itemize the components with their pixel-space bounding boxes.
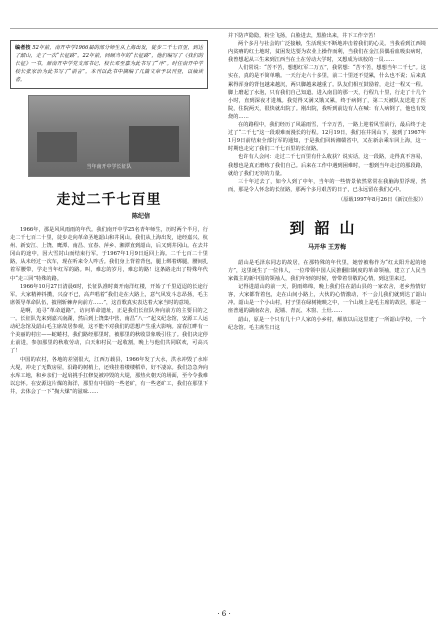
article1-paragraph: 中国的农村，各地的差别很大，江西万载县，1966年发了大水，洪水冲毁了水库大堤，冲走了无数房屋，沿路的树梢上，还残挂着缕缕稻草，好不凄凉。我们急急奔向水库工地，和乡亲们一起肩挑手扛修复被冲毁的大堤，那热火朝天的场面，至今令我难以忘怀。在安源这片煤的海洋，那里有中国的一些老矿，有一些老矿工，我们在那里下井，去体会了一下“掏大煤”的滋味…… (10, 356, 208, 395)
right-column (228, 32, 426, 332)
editor-note (15, 44, 203, 84)
page-number: · 6 · (217, 610, 231, 618)
article1-paragraph: 1966年，那是风风雨雨的年代。我们南开中学25名青年师生，历时两个半月，行走二千七百二十里，徒步走向革命圣地韶山和井冈山。我们从上海出发，途经嘉兴、杭州、新安江、上饶、鹰潭、南昌、宜春、萍乡、湘潭直到韶山，后又到井冈山。在去井冈山的途中，因大雪封山而结束行军。于1967年1月9日返回上海。二千七百二十里路，从未经过一次车，现在听来令人咋舌。我们身上背着背包，腿上绑着绑腿，腰间扎着军腰带，学走当年红军的路。叫，难忘的岁月，难忘的路！这条路走出了特殊年代中“走三回”特殊的路。 (10, 227, 208, 282)
editor-note-box (10, 40, 208, 89)
continued-paragraph: 人们常说：“苦不苦，想想红军二万五”，我常想：“苦不苦，想想当年二千七”。这实在，真的是不简单哦。一天行走六十多里，前二十里还不觉累，什么也不说；后来真累得浑身的背包越来越沉，两只脚越来越重了。队友们相互鼓励着，走过一程又一程。脚上磨起了水泡，只有我们自己知道。进入南昌的那一天，行程九十里，行走了十几个小时，直到深夜才进城。我觉得又满又饿又累，终于病倒了，第二天被队友送进了医院，住院两天，很快就出院了。刚出院，我听到前边有人在喊：有人病倒了，他也有发烧的…… (228, 65, 426, 120)
article2-title: 到韶山 (289, 218, 365, 237)
photo-building-right (129, 126, 179, 162)
article1-continued (228, 32, 426, 194)
source-signature: （原载1997年8月26日《新汉仕报》） (338, 196, 426, 203)
article2-paragraph: 记得进韶山的前一天，阴雨绵绵，晚上我们住在韶山县的一家农舍，老乡热情好客，大家都背着包，走在山间小路上，大伙的心情激动，不一会儿我们就到达了韶山冲。韶山是一个小山村，村子里在绿树掩映之中，一个山坡上是毛主席的故居，那是一座普通的湖南农舍，泥墙、青瓦、木窗、土灶…… (228, 284, 426, 315)
header-rule (10, 28, 438, 29)
article2-body (228, 259, 426, 332)
continued-paragraph: 也许有人会问：走过二千七百里有什么收获？说实话，这一段路，走得真不容易，我想也是真正磨练了我们自己。后来在工作中遇到困难时，一想到当年走过的那段路，就给了我们无穷的力量。 (228, 154, 426, 177)
continued-paragraph: 两个多月与社会的广泛接触，生活现实不断地冲击着我们的心灵。当我看到江西境内贫瘠的红土地时，贫困发达要为农业上操作而利，当我们在金江县偶看血吸虫病时，我曾想起从三生来到江西当在土在劳动大学时，又想成为该校的一员…… (228, 41, 426, 64)
photo-caption: 当年南开中学长征队 (86, 164, 132, 170)
photo-building-left (37, 132, 77, 162)
article1-paragraph: 1966年10月27日清晨6时，长征队准时离开南洋红楼，开始了千里迢迢的长途行军。大家精神抖擞，兴奋不已，高声唱着“我们走在大路上，意气风发斗志昂扬，毛主席领导革命队伍，披荆斩棘奔向前方……”，这首歌真实表达着大家当时的意境。 (10, 283, 208, 306)
article2-paragraph: 韶山，原是一个只有几十户人家的小乡村，解放以后这里建了一所韶山学校，一个纪念馆。毛主席生日这 (228, 316, 426, 331)
left-column (10, 32, 208, 396)
continued-paragraph: 在的路程中，我们经历了风霜雨雪，千辛万苦，一路上迎着风雪前行，最后终于走过了“二千七”这一段艰难而漫长的行程。12月19日，我们在井冈山下，接到了1967年1月9日前结束全部行军的通知，于是我们回转湘赣省中，又在新余乘车回上海，这一时期也走完了我们二千七百里的长征路。 (228, 122, 426, 153)
continued-paragraph: 并下防声隐隐，粉尘飞扬，白脸进去，黑脸出来，井下工作辛苦！ (228, 33, 379, 39)
editor-note-text: 52年前，南开中学1966届的部分师生从上海出发，徒步二千七百里，到达了韶山，走了一次“长征路”。22年前，回顾当年的“长征路”，他们编写了《我们的长征》一书，原南开中学党支部书记、校长邓至嘉为此书写了“序”。时任南开中学校长张家治为此书写了“前言”。本刊以此书中摘编了几篇文章予以刊登，以飨读者。 (15, 45, 203, 83)
group-photo (28, 95, 190, 177)
editor-note-tag: 编者按 (15, 45, 31, 51)
article2-author: 马开华 王芳梅 (307, 243, 347, 251)
article1-author: 陈纪信 (131, 213, 150, 220)
article1-paragraph: 是啊，追寻“革命道路”，访问革命遗址，正是我们长征队奔向前方的主要目的之一。长征队先来到嘉兴南湖，然后到上饶集中营，南昌“八一”起义纪念馆，安源工人运动纪念馆及韶山毛主席故居参观，这不能不对我们的思想产生重大影响。富春江畔有一个美丽的村庄——蛇蜷村，我们路经那里时，被那里的秋收景象吸引住了。我们决定停止前进，参加那里的秋收劳动，白天和村民一起收割，晚上与他们共同联欢，可高兴了！ (10, 307, 208, 355)
article1-body (10, 226, 208, 396)
article2-paragraph: 韶山是毛泽东同志的故居，在那特殊的年代里，她曾被称作为“红太阳升起的地方”，这里诞生了一位伟人，一位带领中国人民推翻旧制度的革命领袖，建立了人民当家做主的新中国的领袖人，我们年轻的时候，曾带着崇敬的心情，到这里来过。 (228, 259, 426, 283)
article1-title: 走过二千七百里 (56, 192, 162, 208)
continued-paragraph: 三十年过去了，如今人到了中年，当年的一些情景依然常常在我脑海里浮现，然而，那是令人怀念的长征路，那两个多月艰苦的日子，已永远留在我们心中。 (228, 178, 426, 193)
